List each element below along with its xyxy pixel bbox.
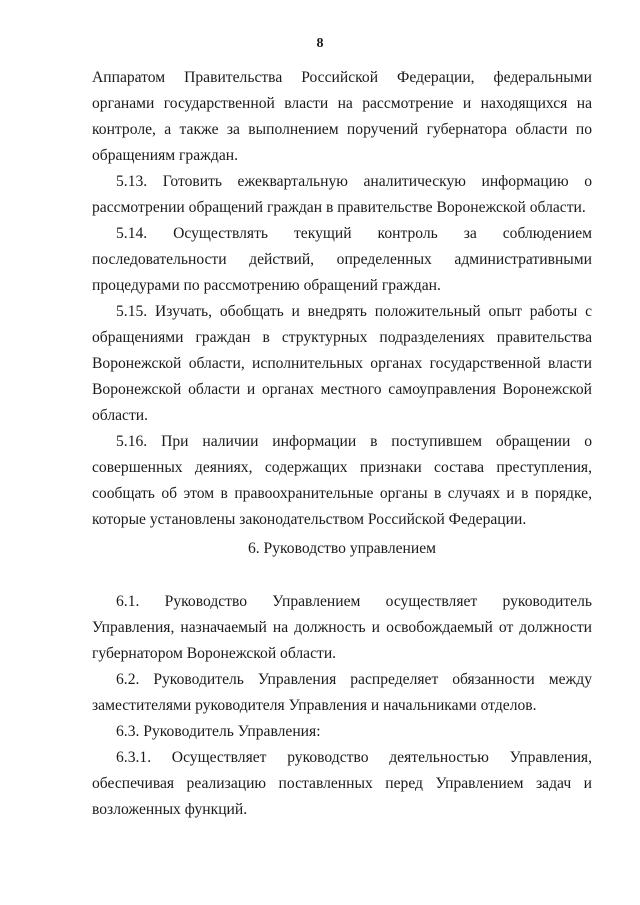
section-heading: 6. Руководство управлением [247,540,437,557]
paragraph-5-12-continuation: Аппаратом Правительства Российской Федерации, федеральными органами государственной власти на рассмотрение и находящихся на контроле, а также за выполнением поручений губернатора области по обращениям граждан. [92,69,592,164]
paragraph-6-2: 6.2. Руководитель Управления распределяет обязанности между заместителями руководителя Управления и начальниками отделов. [92,671,592,714]
section-5-continuation [92,65,592,533]
page-number: 8 [316,36,324,51]
section-6-body [92,589,592,823]
paragraph-5-13: 5.13. Готовить ежеквартальную аналитическую информацию о рассмотрении обращений граждан в правительстве Воронежской области. [92,173,592,216]
section-6-heading-block [92,536,592,562]
paragraph-5-14: 5.14. Осуществлять текущий контроль за соблюдением последовательности действий, определенных административными процедурами по рассмотрению обращений граждан. [92,225,592,294]
paragraph-6-3: 6.3. Руководитель Управления: [116,723,321,740]
paragraph-6-3-1: 6.3.1. Осуществляет руководство деятельностью Управления, обеспечивая реализацию поставленных перед Управлением задач и возложенных функций. [92,749,592,818]
paragraph-6-1: 6.1. Руководство Управлением осуществляет руководитель Управления, назначаемый на должность и освобождаемый от должности губернатором Воронежской области. [92,593,592,662]
paragraph-5-15: 5.15. Изучать, обобщать и внедрять положительный опыт работы с обращениями граждан в структурных подразделениях правительства Воронежской области, исполнительных органах государственной власти Воронежской области и органах местного самоуправления Воронежской области. [92,303,592,424]
paragraph-5-16: 5.16. При наличии информации в поступившем обращении о совершенных деяниях, содержащих признаки состава преступления, сообщать об этом в правоохранительные органы в случаях и в порядке, которые установлены законодательством Российской Федерации. [92,433,592,528]
